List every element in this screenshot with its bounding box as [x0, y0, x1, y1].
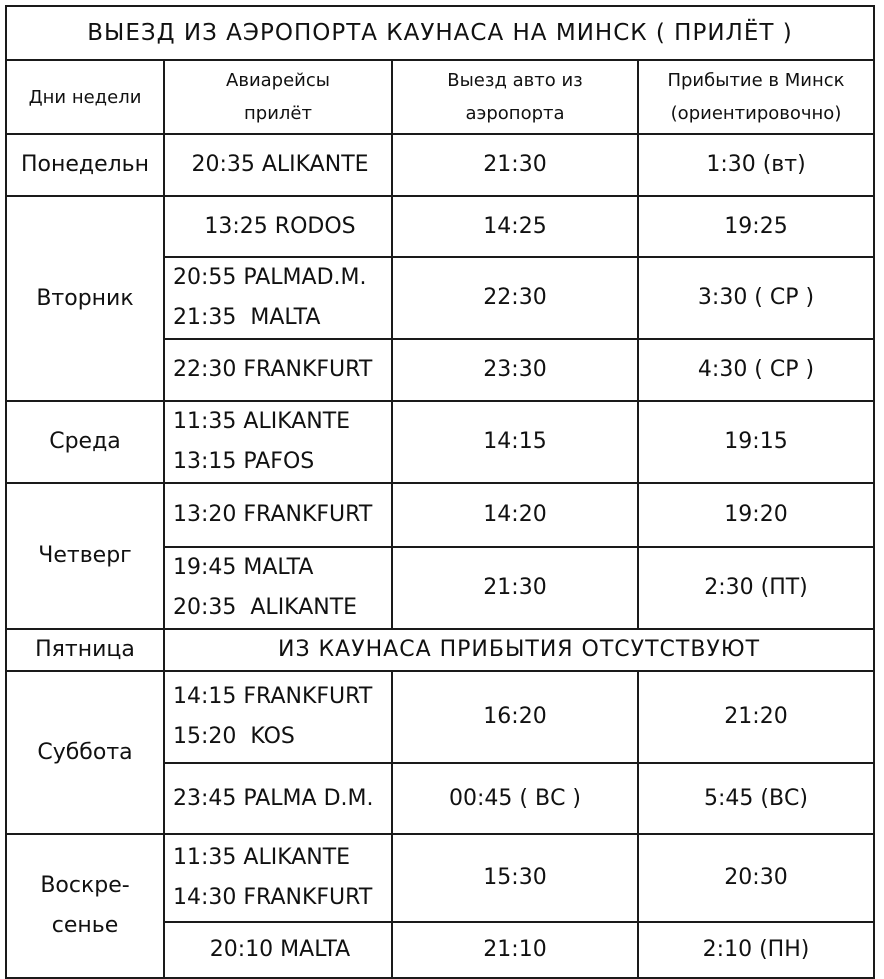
day-saturday: Суббота [6, 671, 164, 834]
departure-cell: 22:30 [392, 257, 638, 339]
table-row [6, 196, 874, 257]
departure-cell: 21:30 [392, 134, 638, 196]
day-tuesday: Вторник [6, 196, 164, 401]
header-flights-line: Авиарейсы [226, 70, 330, 91]
table-row [6, 134, 874, 196]
day-monday: Понедельн [6, 134, 164, 196]
arrival-cell: 4:30 ( СР ) [638, 339, 874, 401]
flight-line: 14:30 FRANKFURT [173, 885, 373, 910]
flight-line: 15:20 KOS [173, 724, 295, 749]
table-row [6, 629, 874, 671]
header-arrival-line: (ориентировочно) [670, 103, 842, 124]
table-row [6, 834, 874, 922]
departure-cell: 21:30 [392, 547, 638, 629]
header-departure [392, 60, 638, 134]
arrival-cell: 5:45 (ВС) [638, 763, 874, 834]
arrival-cell: 2:30 (ПТ) [638, 547, 874, 629]
header-departure-line: аэропорта [465, 103, 565, 124]
flight-cell [164, 547, 392, 629]
flight-line: 20:10 MALTA [209, 937, 351, 962]
departure-cell: 16:20 [392, 671, 638, 763]
arrival-cell: 3:30 ( СР ) [638, 257, 874, 339]
header-arrival-line: Прибытие в Минск [667, 70, 845, 91]
header-row [6, 60, 874, 134]
flight-cell [164, 257, 392, 339]
arrival-cell: 19:15 [638, 401, 874, 483]
flight-line: 23:45 PALMA D.M. [173, 785, 374, 811]
flight-cell [164, 834, 392, 922]
flight-line: 19:45 MALTA [173, 555, 314, 580]
flight-cell [164, 339, 392, 401]
flight-line: 20:35 ALIKANTE [173, 595, 358, 620]
day-sunday-line: сенье [51, 913, 119, 938]
flight-line: 13:20 FRANKFURT [173, 502, 373, 527]
day-sunday [6, 834, 164, 978]
flight-cell [164, 922, 392, 978]
flight-line: 14:15 FRANKFURT [173, 684, 373, 709]
table-row [6, 401, 874, 483]
arrival-cell: 20:30 [638, 834, 874, 922]
friday-no-arrivals-note: ИЗ КАУНАСА ПРИБЫТИЯ ОТСУТСТВУЮТ [164, 629, 874, 671]
flight-line: 21:35 MALTA [173, 305, 321, 330]
header-departure-line: Выезд авто из [447, 70, 583, 91]
flight-cell [164, 763, 392, 834]
arrival-cell: 19:25 [638, 196, 874, 257]
departure-cell: 14:20 [392, 483, 638, 547]
departure-cell: 15:30 [392, 834, 638, 922]
flight-cell [164, 671, 392, 763]
day-sunday-line: Воскре- [40, 873, 130, 898]
day-wednesday: Среда [6, 401, 164, 483]
header-day: Дни недели [6, 60, 164, 134]
flight-line: 20:55 PALMAD.M. [173, 265, 367, 290]
arrival-cell: 1:30 (вт) [638, 134, 874, 196]
arrival-cell: 21:20 [638, 671, 874, 763]
flight-line: 20:35 ALIKANTE [191, 152, 369, 177]
departure-cell: 14:15 [392, 401, 638, 483]
departure-cell: 21:10 [392, 922, 638, 978]
header-flights [164, 60, 392, 134]
departure-cell: 23:30 [392, 339, 638, 401]
flight-line: 13:15 PAFOS [173, 449, 315, 474]
departure-cell: 14:25 [392, 196, 638, 257]
header-arrival [638, 60, 874, 134]
day-friday: Пятница [6, 629, 164, 671]
schedule-table [5, 5, 875, 979]
arrival-cell: 2:10 (ПН) [638, 922, 874, 978]
day-thursday: Четверг [6, 483, 164, 629]
flight-cell [164, 134, 392, 196]
table-title: ВЫЕЗД ИЗ АЭРОПОРТА КАУНАСА НА МИНСК ( ПРИЛЁТ ) [6, 6, 874, 60]
flight-cell [164, 401, 392, 483]
flight-cell [164, 483, 392, 547]
header-flights-line: прилёт [244, 103, 312, 124]
flight-line: 22:30 FRANKFURT [173, 357, 373, 382]
arrival-cell: 19:20 [638, 483, 874, 547]
flight-cell [164, 196, 392, 257]
title-row [6, 6, 874, 60]
flight-line: 13:25 RODOS [204, 213, 356, 239]
table-row [6, 483, 874, 547]
departure-cell: 00:45 ( ВС ) [392, 763, 638, 834]
flight-line: 11:35 ALIKANTE [173, 409, 351, 434]
flight-line: 11:35 ALIKANTE [173, 845, 351, 870]
table-row [6, 671, 874, 763]
